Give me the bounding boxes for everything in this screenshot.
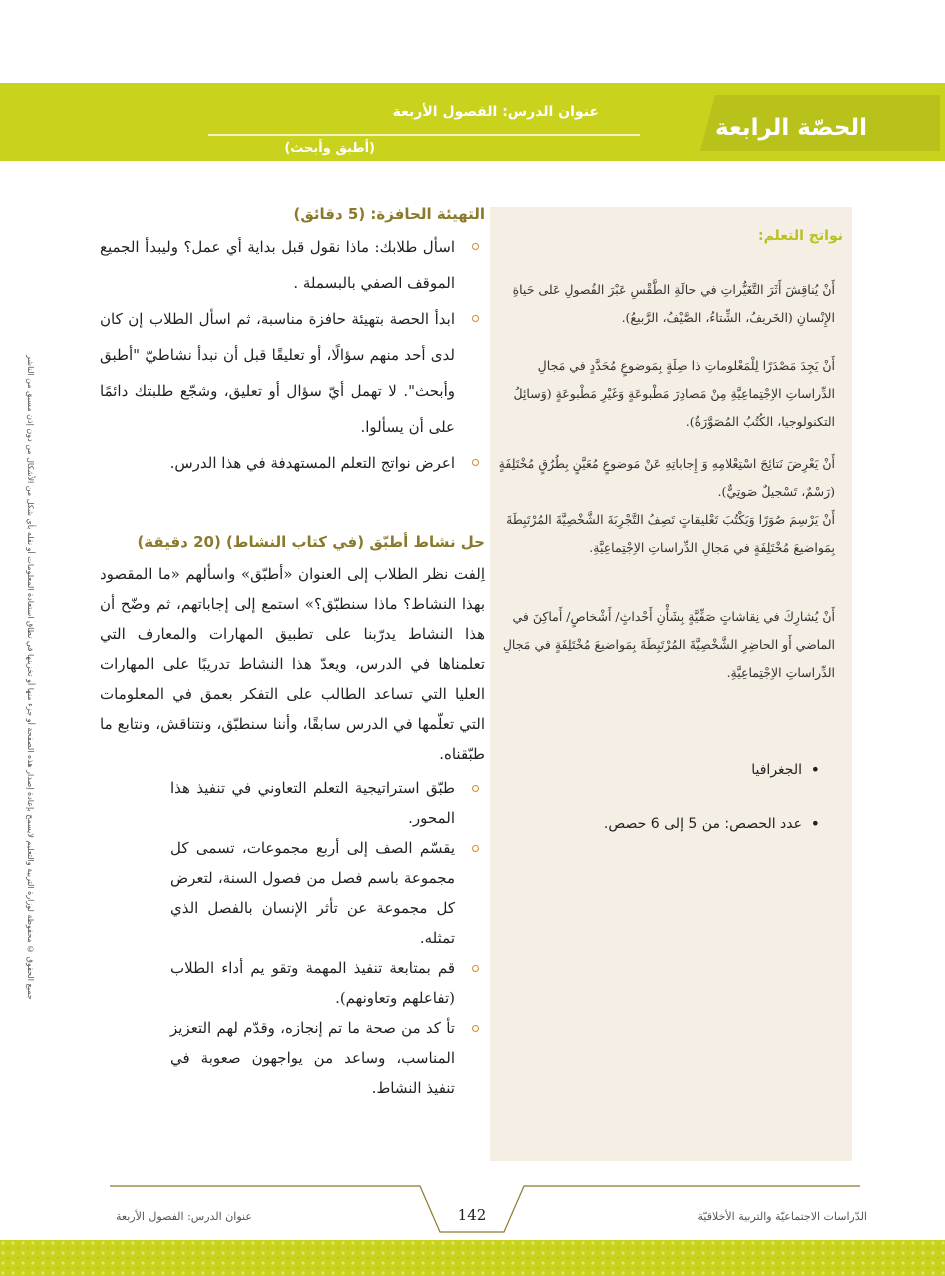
subject-item: • الجغرافيا [520,756,820,810]
info-list [520,756,820,864]
bottom-decorative-band [0,1240,945,1276]
page-number: 142 [457,1206,487,1224]
activity-list [100,773,485,1103]
lesson-type: (أطبق وأبحث) [284,141,375,156]
outcome-item: أَنْ يَرْسِمَ صُوَرًا وَيَكْتُبَ تَعْليقاتٍ تَصِفُ التَّجْرِبَةَ الشَّخْصِيَّةَ المُرْتَبِطَةَ بِمَواضيعَ مُخْتَلِفَةٍ في مَجالِ الدِّراساتِ الاِجْتِماعِيَّةِ. [506,512,835,555]
lesson-title: عنوان الدرس: الفصول الأربعة [392,104,599,120]
warmup-item: اسأل طلابك: ماذا نقول قبل بداية أي عمل؟ وليبدأ الجميع الموقف الصفي بالبسملة . [100,229,485,301]
bullet-icon [472,965,479,972]
activity-item: طبّق استراتيجية التعلم التعاوني في تنفيذ هذا المحور. [170,773,485,833]
bullet-icon [472,315,479,322]
bullet-icon [472,1025,479,1032]
bullet-icon [472,845,479,852]
warmup-item: ابدأ الحصة بتهيئة حافزة مناسبة، ثم اسأل الطلاب إن كان لدى أحد منهم سؤالًا، أو تعليقًا قبل أن نبدأ نشاطيّ "أطبق وأبحث". لا تهمل أيّ سؤال أو تعليق، وشجّع طلبتك دائمًا على أن يسألوا. [100,301,485,445]
activity-item: يقسّم الصف إلى أربع مجموعات، تسمى كل مجموعة باسم فصل من فصول السنة، لتعرض كل مجموعة عن تأثر الإنسان بالفصل الذي تمثله. [170,833,485,953]
copyright-note: جميع الحقوق © محفوظة لوزارة التربية والتعليم لايسمح بإعادة إصدار هذه الصفحة أو جزء منها أو تخزينها في نطاق استعادة المعلومات أو نقله بأي شكل من الأشكال من دون إذن مسبق من الناشر [26,355,35,1000]
bullet-icon [472,243,479,250]
activity-item: تأ كد من صحة ما تم إنجازه، وقدّم لهم التعزيز المناسب، وساعد من يواجهون صعوبة في تنفيذ النشاط. [170,1013,485,1103]
outcome-item: أَنْ يَجِدَ مَصْدَرًا لِلْمَعْلوماتِ ذا صِلَةٍ بِمَوضوعٍ مُحَدَّدٍ في مَجالِ الدِّراساتِ الاِجْتِماعِيَّةِ مِنْ مَصادِرَ مَطْبوعَةٍ وَغَيْرِ مَطْبوعَةٍ (وَسائِلُ التكنولوجيا، الكُتُبُ المُصَوَّرَةُ). [513,358,835,429]
warmup-list [100,229,485,481]
outcome-item: أَنْ يُناقِشَ أَثَرَ التَّغَيُّراتِ في حالَةِ الطَّقْسِ عَبْرَ الفُصولِ عَلى حَياةِ الإِنْسانِ (الخَريفُ، الشِّتاءُ، الصَّيْفُ، الرَّبيعُ). [512,282,835,325]
activity-paragraph: اِلفت نظر الطلاب إلى العنوان «أطبّق» واسألهم «ما المقصود بهذا النشاط؟ ماذا سنطبّق؟» استمع إلى إجاباتهم، ثم وضّح أن هذا النشاط يدرّبنا على تطبيق المهارات والمعارف التي تعلمناها في الدرس، ويعدّ هذا النشاط تدريبًا على المهارات العليا التي تساعد الطالب على التفكر بعمق في المعلومات التي تعلّمها في الدرس سابقًا، وأننا سنطبّق، ونتناقش، ونتابع ما طبّقناه. [100,565,485,763]
activity-section [100,533,485,1103]
sessions-item: • عدد الحصص: من 5 إلى 6 حصص. [520,810,820,864]
activity-item: قم بمتابعة تنفيذ المهمة وتقو يم أداء الطلاب (تفاعلهم وتعاونهم). [170,953,485,1013]
bullet-icon [472,785,479,792]
outcome-item: أَنْ يَعْرِضَ نَتائِجَ اسْتِعْلامِهِ وَ إِجاباتِهِ عَنْ مَوضوعٍ مُعَيَّنٍ بِطُرُقٍ مُخْتَلِفَةٍ (رَسْمٌ، تَسْجيلٌ صَوتِيٌّ). [498,456,835,499]
warmup-item: اعرض نواتج التعلم المستهدفة في هذا الدرس. [100,445,485,481]
bullet-icon [472,459,479,466]
footer-lesson-title: عنوان الدرس: الفصول الأربعة [116,1210,252,1223]
outcomes-label: نواتج التعلم: [757,228,843,244]
outcome-item: أَنْ يُشارِكَ في نِقاشاتٍ صَفِّيَّةٍ بِشَأْنِ أَحْداثٍ/ أَشْخاصٍ/ أَماكِنَ في الماضي أَو الحاضِرِ الشَّخْصِيَّةَ المُرْتَبِطَةَ بِمَواضيعَ مُخْتَلِفَةٍ في مَجالِ الدِّراساتِ الاِجْتِماعِيَّةِ. [502,609,835,680]
activity-title: حل نشاط أطبّق (في كتاب النشاط) (20 دقيقة) [137,533,485,551]
warmup-section [100,205,485,481]
warmup-title: التهيئة الحافزة: (5 دقائق) [293,205,485,223]
session-title: الحصّة الرابعة [715,115,867,141]
footer-subject: الدّراسات الاجتماعيّة والتربية الأخلاقيّة [697,1210,867,1223]
